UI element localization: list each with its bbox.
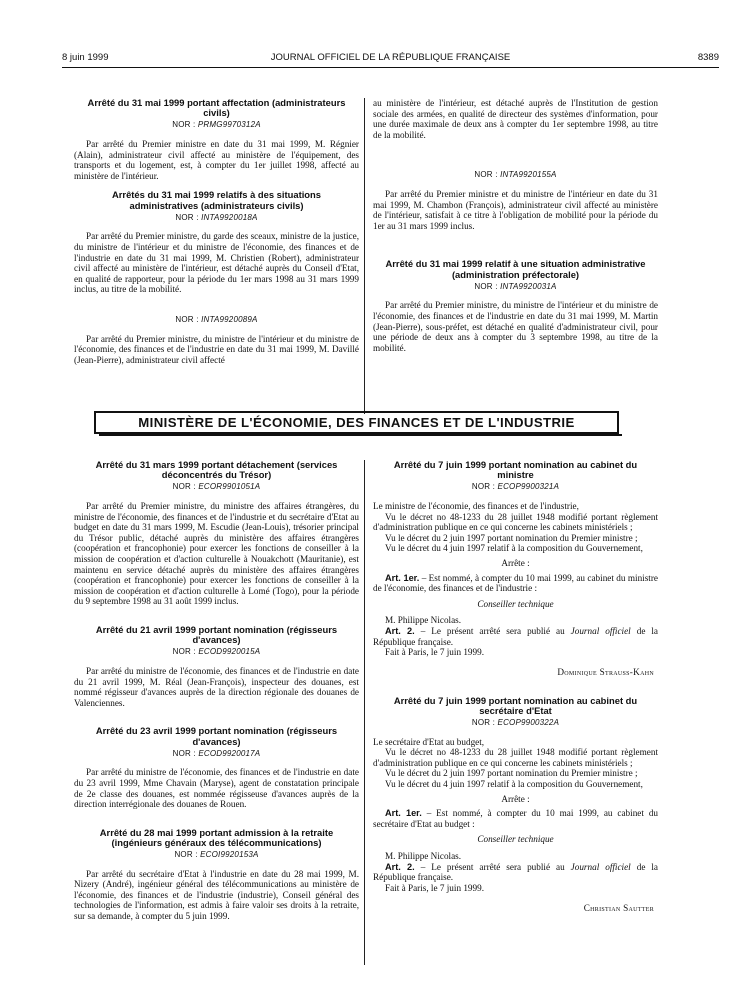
nor-reference: NOR : ECOP9900322A bbox=[471, 718, 560, 728]
article-text: Par arrêté du Premier ministre, du ministre de l'intérieur et du ministre de l'économie, des finances et de l'industrie en date du 31 mai 1999, M. Martin (Jean-Pierre), sous-préfet, est détaché en qualité d'administrateur civil, pour une période de deux ans à compter du 3 septembre 1998, au titre de la mobilité. bbox=[373, 300, 658, 353]
decree-intro: Le secrétaire d'Etat au budget, bbox=[373, 736, 485, 747]
nor-reference: NOR : INTA9920089A bbox=[175, 314, 258, 324]
article-text-continued: au ministère de l'intérieur, est détaché auprès de l'Institution de gestion sociale des armées, en qualité de directeur des systèmes d'information, pour une durée maximale de deux ans à compter du 1er septembre 1998, au titre de la mobilité. bbox=[373, 98, 658, 140]
nor-reference: NOR : ECOD9920017A bbox=[172, 748, 261, 758]
role-title: Conseiller technique bbox=[477, 598, 554, 609]
article-1: Art. 1er. – Est nommé, à compter du 10 mai 1999, au cabinet du secrétaire d'Etat au budget : bbox=[373, 808, 659, 829]
done-at: Fait à Paris, le 7 juin 1999. bbox=[385, 882, 485, 893]
article-title: Arrêté du 23 avril 1999 portant nomination (régisseurs d'avances) bbox=[95, 725, 338, 747]
column-divider bbox=[364, 98, 365, 414]
article-title: Arrêté du 21 avril 1999 portant nomination (régisseurs d'avances) bbox=[95, 623, 338, 646]
article-2: Art. 2. – Le présent arrêté sera publié au Journal officiel de la République française. bbox=[373, 625, 658, 647]
appointee-name: M. Philippe Nicolas. bbox=[385, 851, 462, 862]
article-title: Arrêtés du 31 mai 1999 relatifs à des situations administratives (administrateurs civils) bbox=[112, 189, 321, 211]
done-at: Fait à Paris, le 7 juin 1999. bbox=[385, 647, 485, 658]
nor-reference: NOR : ECOI9920153A bbox=[174, 850, 259, 860]
visa-line: Vu le décret du 4 juin 1997 relatif à la composition du Gouvernement, bbox=[385, 779, 643, 790]
top-left-column bbox=[74, 98, 359, 365]
visa-line: Vu le décret du 4 juin 1997 relatif à la composition du Gouvernement, bbox=[385, 543, 643, 554]
bottom-right-column bbox=[373, 460, 658, 922]
article-title: Arrêté du 31 mai 1999 relatif à une situation administrative (administration préfectorale) bbox=[385, 258, 646, 280]
page-number: 8389 bbox=[697, 52, 719, 63]
nor-reference: NOR : INTA9920031A bbox=[474, 281, 557, 291]
arrete-line: Arrête : bbox=[501, 793, 530, 804]
ministry-banner: MINISTÈRE DE L'ÉCONOMIE, DES FINANCES ET DE L'INDUSTRIE bbox=[94, 411, 619, 434]
nor-reference: NOR : ECOD9920015A bbox=[172, 647, 261, 657]
top-right-column bbox=[373, 98, 658, 353]
bottom-left-column bbox=[74, 460, 359, 922]
article-text: Par arrêté du Premier ministre en date du 31 mai 1999, M. Régnier (Alain), administrateur civil affecté au ministère de l'équipement, des transports et du logement, est, à compter du 1er juillet 1998, affecté au ministère de l'intérieur. bbox=[74, 139, 359, 181]
arrete-line: Arrête : bbox=[501, 557, 530, 568]
article-text: Par arrêté du Premier ministre, du garde des sceaux, ministre de la justice, du ministre de l'intérieur et du ministre de l'économie, des finances et de l'industrie en date du 31 mai 1999, M. Christien (Robert), administrateur civil affecté au ministère de l'intérieur, est détaché auprès du Conseil d'Etat, en qualité de rapporteur, pour la période du 1er mars 1998 au 31 mars 1999 inclus, au titre de la mobilité. bbox=[74, 231, 359, 295]
article-2: Art. 2. – Le présent arrêté sera publié au Journal officiel de la République française. bbox=[373, 861, 658, 883]
article-title: Arrêté du 7 juin 1999 portant nomination au cabinet du secrétaire d'Etat bbox=[393, 694, 638, 716]
column-divider bbox=[364, 460, 365, 965]
article-1: Art. 1er. – Est nommé, à compter du 10 mai 1999, au cabinet du ministre de l'économie, des finances et de l'industrie : bbox=[373, 572, 658, 594]
nor-reference: NOR : ECOR9901051A bbox=[172, 482, 261, 492]
article-title: Arrêté du 31 mars 1999 portant détachement (services déconcentrés du Trésor) bbox=[95, 459, 338, 481]
nor-reference: NOR : ECOP9900321A bbox=[471, 482, 560, 492]
issue-date: 8 juin 1999 bbox=[62, 52, 109, 63]
visa-line: Vu le décret du 2 juin 1997 portant nomination du Premier ministre ; bbox=[385, 768, 638, 779]
decree-intro: Le ministre de l'économie, des finances et de l'industrie, bbox=[373, 501, 579, 511]
header-rule bbox=[62, 67, 719, 68]
signature: Christian Sautter bbox=[583, 902, 654, 913]
nor-reference: NOR : PRMG9970312A bbox=[172, 120, 261, 130]
article-text: Par arrêté du Premier ministre, du ministre de l'intérieur et du ministre de l'économie, des finances et de l'industrie en date du 31 mai 1999, M. Davillé (Jean-Pierre), administrateur civil affecté bbox=[74, 333, 359, 365]
role-title: Conseiller technique bbox=[477, 834, 554, 845]
signature: Dominique Strauss-Kahn bbox=[557, 666, 654, 677]
article-text: Par arrêté du ministre de l'économie, des finances et de l'industrie en date du 23 avril 1999, Mme Chavain (Maryse), agent de constatation principale de 2e classe des douanes, est nommée régisseuse d'avances auprès de la direction interrégionale des douanes de Rouen. bbox=[74, 767, 359, 810]
nor-reference: NOR : INTA9920018A bbox=[175, 212, 258, 222]
article-text: Par arrêté du Premier ministre et du ministre de l'intérieur en date du 31 mai 1999, M. Chambon (François), administrateur civil affecté au ministère de l'intérieur, satisfait à ce titre à l'obligation de mobilité pour la période du 1er au 31 mars 1999 inclus. bbox=[373, 188, 658, 231]
visa-line: Vu le décret no 48-1233 du 28 juillet 1948 modifié portant règlement d'administration publique en ce qui concerne les cabinets ministériels ; bbox=[373, 747, 658, 768]
article-text: Par arrêté du Premier ministre, du ministre des affaires étrangères, du ministre de l'économie, des finances et de l'industrie et du secrétaire d'Etat au budget en date du 31 mars 1999, M. Escudie (Jean-Louis), trésorier principal du Trésor public, détaché auprès du ministère des affaires étrangères (coopération et francophonie) pour exercer les fonctions de conseiller à la mission de coopération et d'action culturelle à Nouakchott (Mauritanie), est maintenu en service détaché auprès du ministère des affaires étrangères (coopération et francophonie) pour exercer les fonctions de conseiller à la mission de coopération et d'action culturelle à Lomé (Togo), pour la période du 9 septembre 1998 au 31 août 1999 inclus. bbox=[74, 501, 359, 607]
appointee-name: M. Philippe Nicolas. bbox=[385, 615, 462, 626]
article-text: Par arrêté du ministre de l'économie, des finances et de l'industrie en date du 21 avril 1999, M. Réal (Jean-François), inspecteur des douanes, est nommé régisseur d'avances auprès de la direction régionale des douanes de Valenciennes. bbox=[74, 665, 359, 708]
journal-title: JOURNAL OFFICIEL DE LA RÉPUBLIQUE FRANÇAISE bbox=[270, 52, 511, 63]
running-head bbox=[62, 52, 719, 66]
visa-line: Vu le décret du 2 juin 1997 portant nomination du Premier ministre ; bbox=[385, 532, 638, 543]
article-title: Arrêté du 31 mai 1999 portant affectation (administrateurs civils) bbox=[87, 97, 346, 119]
nor-reference: NOR : INTA9920155A bbox=[474, 170, 557, 180]
article-title: Arrêté du 28 mai 1999 portant admission à la retraite (ingénieurs généraux des télécommunications) bbox=[99, 826, 334, 848]
article-title: Arrêté du 7 juin 1999 portant nomination au cabinet du ministre bbox=[393, 459, 638, 481]
article-text: Par arrêté du secrétaire d'Etat à l'industrie en date du 28 mai 1999, M. Nizery (André), ingénieur général des télécommunications au ministère de l'économie, des finances et de l'industrie (industrie), Conseil général des technologies de l'information, est admis à faire valoir ses droits à la retraite, sur sa demande, à compter du 5 juin 1999. bbox=[74, 868, 359, 922]
visa-line: Vu le décret no 48-1233 du 28 juillet 1948 modifié portant règlement d'administration publique en ce qui concerne les cabinets ministériels ; bbox=[373, 511, 658, 533]
